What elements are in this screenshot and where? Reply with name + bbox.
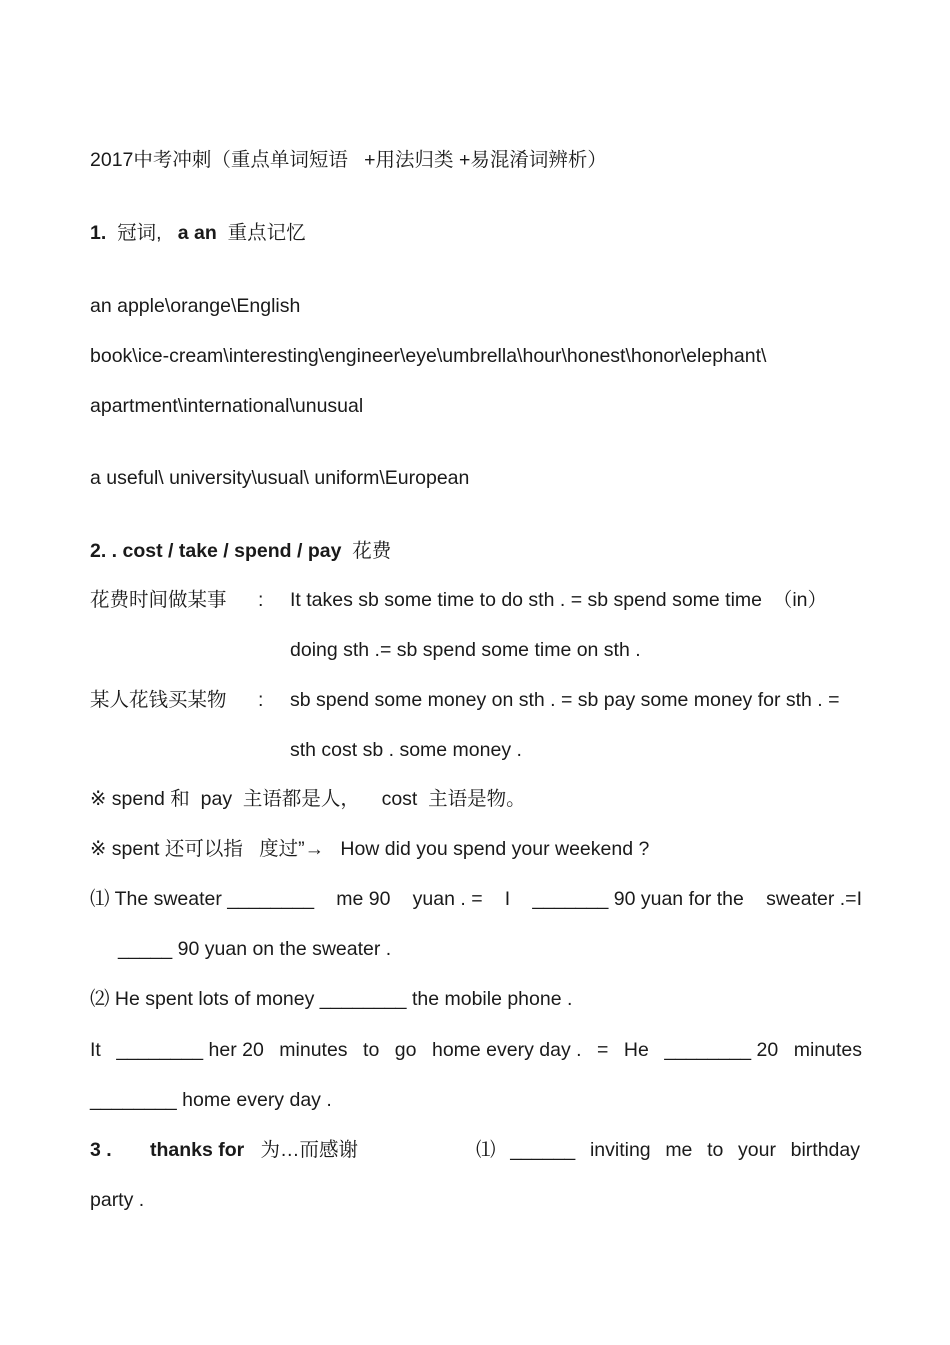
exercise-text: minutes xyxy=(793,1039,862,1061)
section-heading-words: a an xyxy=(177,222,217,244)
exercise-text: _______ 90 yuan for the xyxy=(532,888,744,910)
exercise-text: to xyxy=(363,1039,380,1061)
money-usage-def-1: sb spend some money on sth . = sb pay some money for sth . = xyxy=(290,689,840,711)
exercise-text: to xyxy=(707,1139,724,1161)
an-words-line-3: apartment\international\unusual xyxy=(90,395,364,417)
exercise-text: go xyxy=(394,1039,417,1061)
section-1-heading xyxy=(90,220,306,246)
exercise-text: home every day . xyxy=(431,1039,582,1061)
section-2-heading xyxy=(90,538,391,564)
colon: : xyxy=(258,589,264,611)
section-3-heading xyxy=(90,1137,112,1163)
money-usage-def-2: sth cost sb . some money . xyxy=(290,739,522,761)
money-usage-label: 某人花钱买某物 xyxy=(90,689,227,711)
colon: : xyxy=(258,689,264,711)
an-words-line-2: book\ice-cream\interesting\engineer\eye\umbrella\hour\honest\honor\elephant\ xyxy=(90,345,767,367)
exercise-1-line-2: _____ 90 yuan on the sweater . xyxy=(118,938,392,960)
section-3-exercise-line-2: party . xyxy=(90,1189,145,1211)
section-number: 3 . xyxy=(90,1139,112,1161)
exercise-2: ⑵ He spent lots of money ________ the mobile phone . xyxy=(90,988,573,1010)
time-usage-def-1: It takes sb some time to do sth . = sb spend some time （in） xyxy=(290,589,828,611)
exercise-text: sweater .=I xyxy=(766,888,862,910)
note-1: ※ spend 和 pay 主语都是人， cost 主语是物。 xyxy=(90,788,526,810)
section-3-phrase xyxy=(150,1137,358,1163)
note-2: ※ spent 还可以指 度过”→ How did you spend your weekend ? xyxy=(90,838,650,860)
exercise-text: birthday xyxy=(790,1139,860,1161)
an-words-line-1: an apple\orange\English xyxy=(90,295,301,317)
exercise-text: me xyxy=(665,1139,693,1161)
exercise-text: yuan . = xyxy=(412,888,483,910)
exercise-text: It xyxy=(90,1039,101,1061)
exercise-text: inviting xyxy=(589,1139,651,1161)
exercise-text: ________ 20 xyxy=(664,1039,779,1061)
document-title: 2017中考冲刺（重点单词短语 +用法归类 +易混淆词辨析） xyxy=(90,149,607,171)
exercise-text: ________ her 20 xyxy=(116,1039,264,1061)
time-usage-label: 花费时间做某事 xyxy=(90,589,227,611)
section-heading-words: thanks for xyxy=(150,1139,245,1161)
exercise-text: me 90 xyxy=(336,888,391,910)
section-heading-tail: 重点记忆 xyxy=(227,222,306,244)
a-words-line: a useful\ university\usual\ uniform\European xyxy=(90,467,470,489)
exercise-text: ⑴ xyxy=(476,1139,496,1161)
time-usage-def-2: doing sth .= sb spend some time on sth . xyxy=(290,639,641,661)
exercise-text: He xyxy=(623,1039,649,1061)
exercise-3-line-1 xyxy=(90,1037,862,1063)
section-heading-zh: 花费 xyxy=(352,540,392,562)
exercise-text: = xyxy=(597,1039,609,1061)
section-heading-zh: 冠词, xyxy=(117,222,162,244)
section-3-exercise-line-1 xyxy=(476,1137,860,1163)
exercise-text: ______ xyxy=(510,1139,576,1161)
exercise-text: ⑴ The sweater ________ xyxy=(90,888,315,910)
exercise-text: minutes xyxy=(279,1039,348,1061)
exercise-3-line-2: ________ home every day . xyxy=(90,1089,332,1111)
exercise-1-line-1 xyxy=(90,886,862,912)
exercise-text: I xyxy=(504,888,511,910)
section-heading-zh: 为…而感谢 xyxy=(260,1139,359,1161)
exercise-text: your xyxy=(738,1139,776,1161)
section-number: 1. xyxy=(90,222,107,244)
section-heading-words: 2. . cost / take / spend / pay xyxy=(90,540,342,562)
